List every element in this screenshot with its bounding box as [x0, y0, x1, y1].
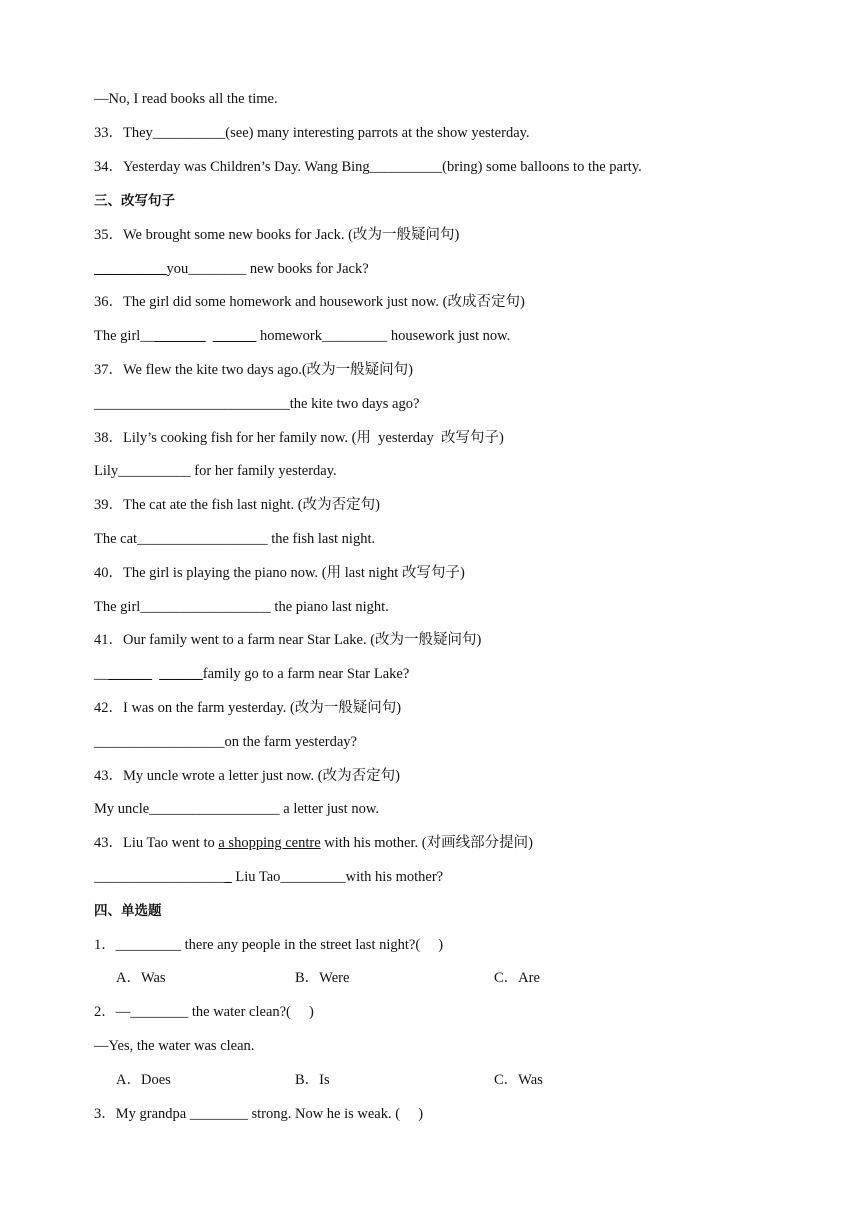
section-heading-single-choice: 四、单选题 [94, 903, 162, 919]
answer-text: The girl__ [94, 328, 155, 344]
question-43: 43．My uncle wrote a letter just now. (改为否定句) [94, 768, 400, 784]
question-42: 42．I was on the farm yesterday. (改为一般疑问句) [94, 700, 402, 716]
answer-line-36 [94, 327, 510, 345]
question-36: 36．The girl did some homework and housework just now. (改成否定句) [94, 294, 525, 310]
answer-line-35 [94, 260, 369, 278]
choice-question-1: 1．_________ there any people in the street last night?( ) [94, 937, 444, 953]
answer-text: family go to a farm near Star Lake? [202, 666, 410, 682]
answer-blank: ______ [108, 666, 152, 682]
option-b: B．Were [295, 970, 350, 986]
answer-text: __ [94, 666, 109, 682]
answer-blank: _______ [154, 328, 206, 344]
section-heading-rewrite: 三、改写句子 [94, 193, 175, 209]
answer-line-40: The girl__________________ the piano last night. [94, 599, 389, 615]
answer-line-39: The cat__________________ the fish last night. [94, 531, 376, 547]
answer-blank: ______ [159, 666, 203, 682]
question-43b [94, 834, 533, 852]
question-33: 33．They__________(see) many interesting parrots at the show yesterday. [94, 125, 530, 141]
choice-question-3: 3．My grandpa ________ strong. Now he is weak. ( ) [94, 1106, 424, 1122]
option-c: C．Was [494, 1072, 543, 1088]
answer-text: homework_________ housework just now. [256, 328, 511, 344]
question-text: with his mother. (对画线部分提问) [320, 835, 533, 851]
answer-line: —No, I read books all the time. [94, 91, 278, 107]
question-39: 39．The cat ate the fish last night. (改为否定句) [94, 497, 380, 513]
question-41: 41．Our family went to a farm near Star Lake. (改为一般疑问句) [94, 632, 482, 648]
dialogue-line: —Yes, the water was clean. [94, 1038, 255, 1054]
option-b: B．Is [295, 1072, 330, 1088]
question-40: 40．The girl is playing the piano now. (用 last night 改写句子) [94, 565, 465, 581]
question-38: 38．Lily’s cooking fish for her family now. (用 yesterday 改写句子) [94, 430, 504, 446]
option-c: C．Are [494, 970, 540, 986]
answer-line-41 [94, 665, 409, 683]
answer-gap [206, 328, 213, 344]
option-a: A．Does [116, 1072, 171, 1088]
option-a: A．Was [116, 970, 166, 986]
answer-line-37: ___________________________the kite two days ago? [94, 396, 420, 412]
question-35: 35．We brought some new books for Jack. (改为一般疑问句) [94, 227, 460, 243]
answer-blank: _ [224, 869, 232, 885]
question-37: 37．We flew the kite two days ago.(改为一般疑问句) [94, 362, 413, 378]
answer-line-42: __________________on the farm yesterday? [94, 734, 357, 750]
answer-text: you________ new books for Jack? [166, 261, 369, 277]
answer-line-38: Lily__________ for her family yesterday. [94, 463, 337, 479]
answer-blank: __________ [94, 261, 167, 277]
answer-blank: __________________ [94, 869, 225, 885]
answer-blank: ______ [212, 328, 257, 344]
answer-line-43b [94, 868, 443, 886]
question-34: 34．Yesterday was Children’s Day. Wang Bing__________(bring) some balloons to the party. [94, 159, 642, 175]
answer-text: Liu Tao_________with his mother? [231, 869, 444, 885]
choice-question-2: 2．—________ the water clean?( ) [94, 1004, 314, 1020]
underlined-phrase: a shopping centre [218, 835, 321, 851]
answer-line-43: My uncle__________________ a letter just now. [94, 801, 379, 817]
question-text: 43．Liu Tao went to [94, 835, 219, 851]
